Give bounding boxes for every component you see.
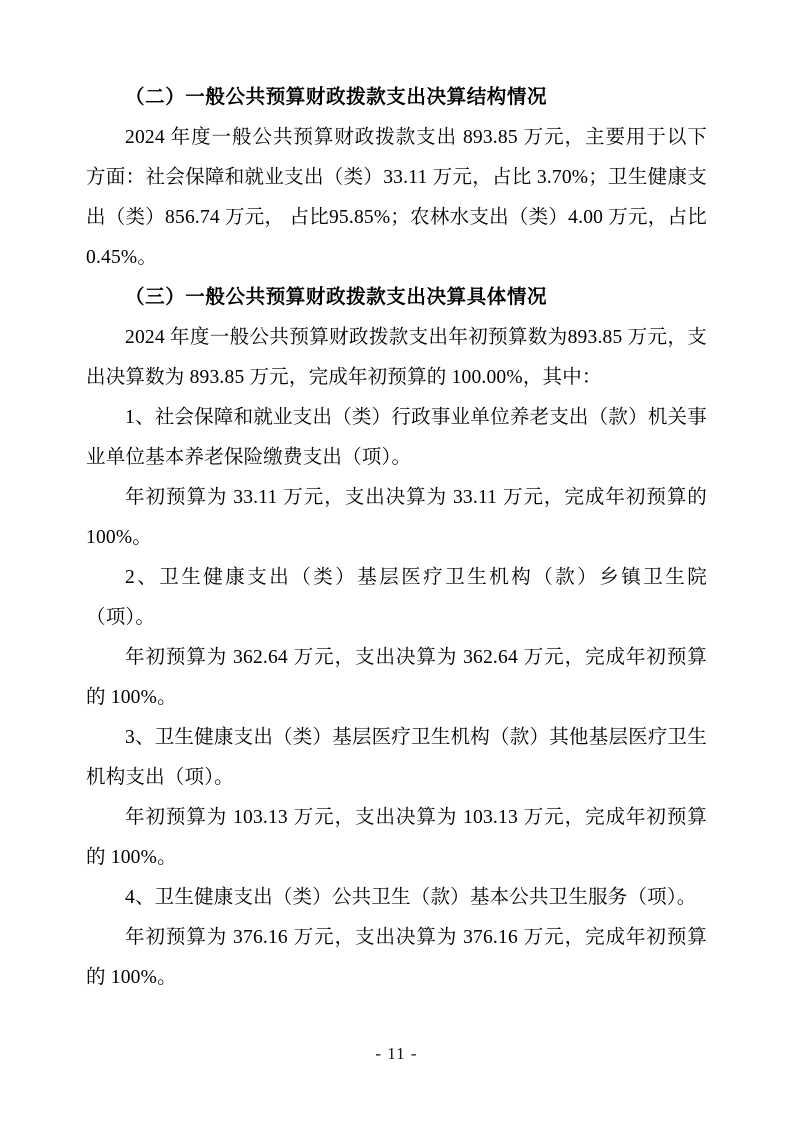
paragraph-item-1-title: 1、社会保障和就业支出（类）行政事业单位养老支出（款）机关事业单位基本养老保险缴费支出（项）。 — [86, 407, 707, 468]
paragraph-expenditure-structure: 2024 年度一般公共预算财政拨款支出 893.85 万元，主要用于以下方面：社会保障和就业支出（类）33.11 万元，占比 3.70%；卫生健康支出（类）856.74 万元， 占比95.85%；农林水支出（类）4.00 万元，占比0.45%。 — [86, 127, 707, 268]
paragraph-item-4-amounts: 年初预算为 376.16 万元，支出决算为 376.16 万元，完成年初预算的 100%。 — [86, 927, 707, 988]
paragraph-item-3-title: 3、卫生健康支出（类）基层医疗卫生机构（款）其他基层医疗卫生机构支出（项）。 — [86, 727, 707, 788]
paragraph-item-2-amounts: 年初预算为 362.64 万元，支出决算为 362.64 万元，完成年初预算的 100%。 — [86, 647, 707, 708]
paragraph-item-4-title: 4、卫生健康支出（类）公共卫生（款）基本公共卫生服务（项）。 — [125, 887, 697, 908]
paragraph-expenditure-details-intro: 2024 年度一般公共预算财政拨款支出年初预算数为893.85 万元，支出决算数为 893.85 万元，完成年初预算的 100.00%，其中： — [86, 327, 707, 388]
page-number: - 11 - — [375, 1044, 418, 1063]
paragraph-item-3-amounts: 年初预算为 103.13 万元，支出决算为 103.13 万元，完成年初预算的 100%。 — [86, 807, 707, 868]
document-body — [86, 78, 707, 998]
paragraph-item-1-amounts: 年初预算为 33.11 万元，支出决算为 33.11 万元，完成年初预算的 100%。 — [86, 487, 707, 548]
section-heading-2: （二）一般公共预算财政拨款支出决算结构情况 — [125, 87, 548, 108]
paragraph-item-2-title: 2、卫生健康支出（类）基层医疗卫生机构（款）乡镇卫生院（项）。 — [86, 567, 707, 628]
section-heading-3: （三）一般公共预算财政拨款支出决算具体情况 — [125, 287, 548, 308]
